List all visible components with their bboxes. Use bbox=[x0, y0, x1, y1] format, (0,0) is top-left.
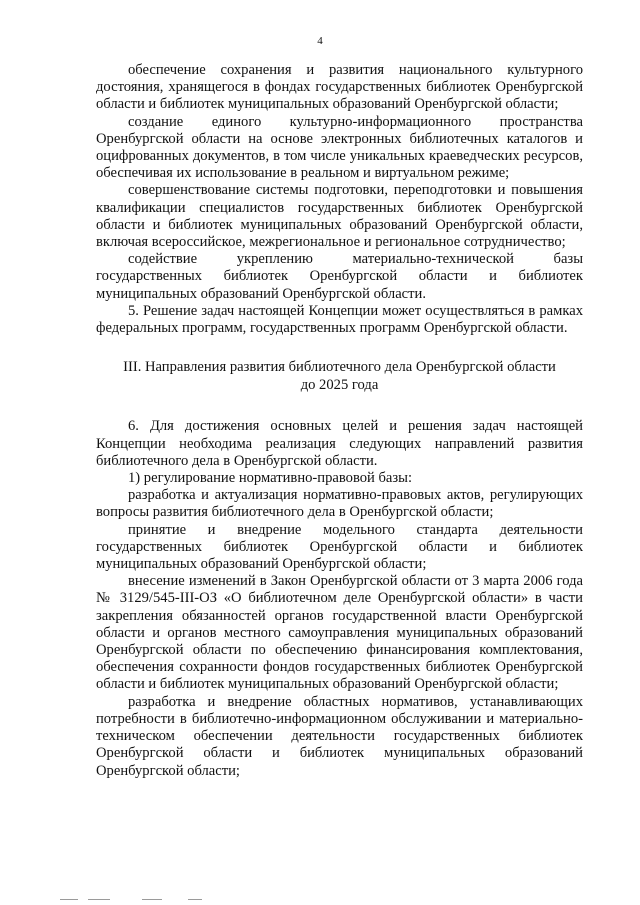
paragraph-staff-training: совершенствование системы подготовки, переподготовки и повышения квалификации специалистов государственных библиотек Оренбургской области и библиотек муниципальных образований Оренбургской области, включая всероссийское, межрегиональное и региональное сотрудничество; bbox=[96, 182, 583, 251]
footer-mark bbox=[60, 899, 78, 900]
paragraph-model-standard: принятие и внедрение модельного стандарта деятельности государственных библиотек Оренбургской области и библиотек муниципальных образований Оренбургской области; bbox=[96, 521, 583, 573]
footer-mark bbox=[142, 899, 162, 900]
paragraph-law-amendment: внесение изменений в Закон Оренбургской области от 3 марта 2006 года № 3129/545-III-ОЗ «О библиотечном деле Оренбургской области» в части закрепления обязанностей органов государственной власти Оренбургской области и органов местного самоуправления муниципальных образований Оренбургской области по обеспечению финансирования комплектования, обеспечения сохранности фондов государственных библиотек Оренбургской области и библиотек муниципальных образований Оренбургской области; bbox=[96, 573, 583, 693]
paragraph-item-5: 5. Решение задач настоящей Концепции может осуществляться в рамках федеральных программ, государственных программ Оренбургской области. bbox=[96, 302, 583, 337]
section-heading-line-1: III. Направления развития библиотечного дела Оренбургской области bbox=[123, 359, 556, 376]
paragraph-item-6: 6. Для достижения основных целей и решения задач настоящей Концепции необходима реализация следующих направлений развития библиотечного дела в Оренбургской области. bbox=[96, 418, 583, 469]
section-heading-line-2: до 2025 года bbox=[300, 376, 379, 393]
section-heading bbox=[96, 359, 583, 394]
footer-mark bbox=[88, 899, 110, 900]
paragraph-legal-acts: разработка и актуализация нормативно-правовых актов, регулирующих вопросы развития библиотечного дела в Оренбургской области; bbox=[96, 487, 583, 521]
paragraph-subitem-1: 1) регулирование нормативно-правовой базы: bbox=[128, 470, 413, 487]
paragraph-material-base: содействие укреплению материально-технической базы государственных библиотек Оренбургской области и библиотек муниципальных образований Оренбургской области. bbox=[96, 251, 583, 302]
page-number: 4 bbox=[317, 35, 323, 47]
footer-scan-marks bbox=[60, 897, 260, 903]
document-body bbox=[96, 62, 583, 780]
paragraph-info-space: создание единого культурно-информационного пространства Оренбургской области на основе электронных библиотечных каталогов и оцифрованных документов, в том числе уникальных краеведческих ресурсов, обеспечивая их использование в реальном и виртуальном режиме; bbox=[96, 113, 583, 182]
paragraph-preserve-heritage: обеспечение сохранения и развития национального культурного достояния, хранящегося в фондах государственных библиотек Оренбургской области и библиотек муниципальных образований Оренбургской области; bbox=[96, 62, 583, 113]
footer-mark bbox=[188, 899, 202, 900]
paragraph-regional-norms: разработка и внедрение областных нормативов, устанавливающих потребности в библиотечно-информационном обслуживании и материально-техническом обеспечении деятельности государственных библиотек Оренбургской области и библиотек муниципальных образований Оренбургской области; bbox=[96, 693, 583, 779]
